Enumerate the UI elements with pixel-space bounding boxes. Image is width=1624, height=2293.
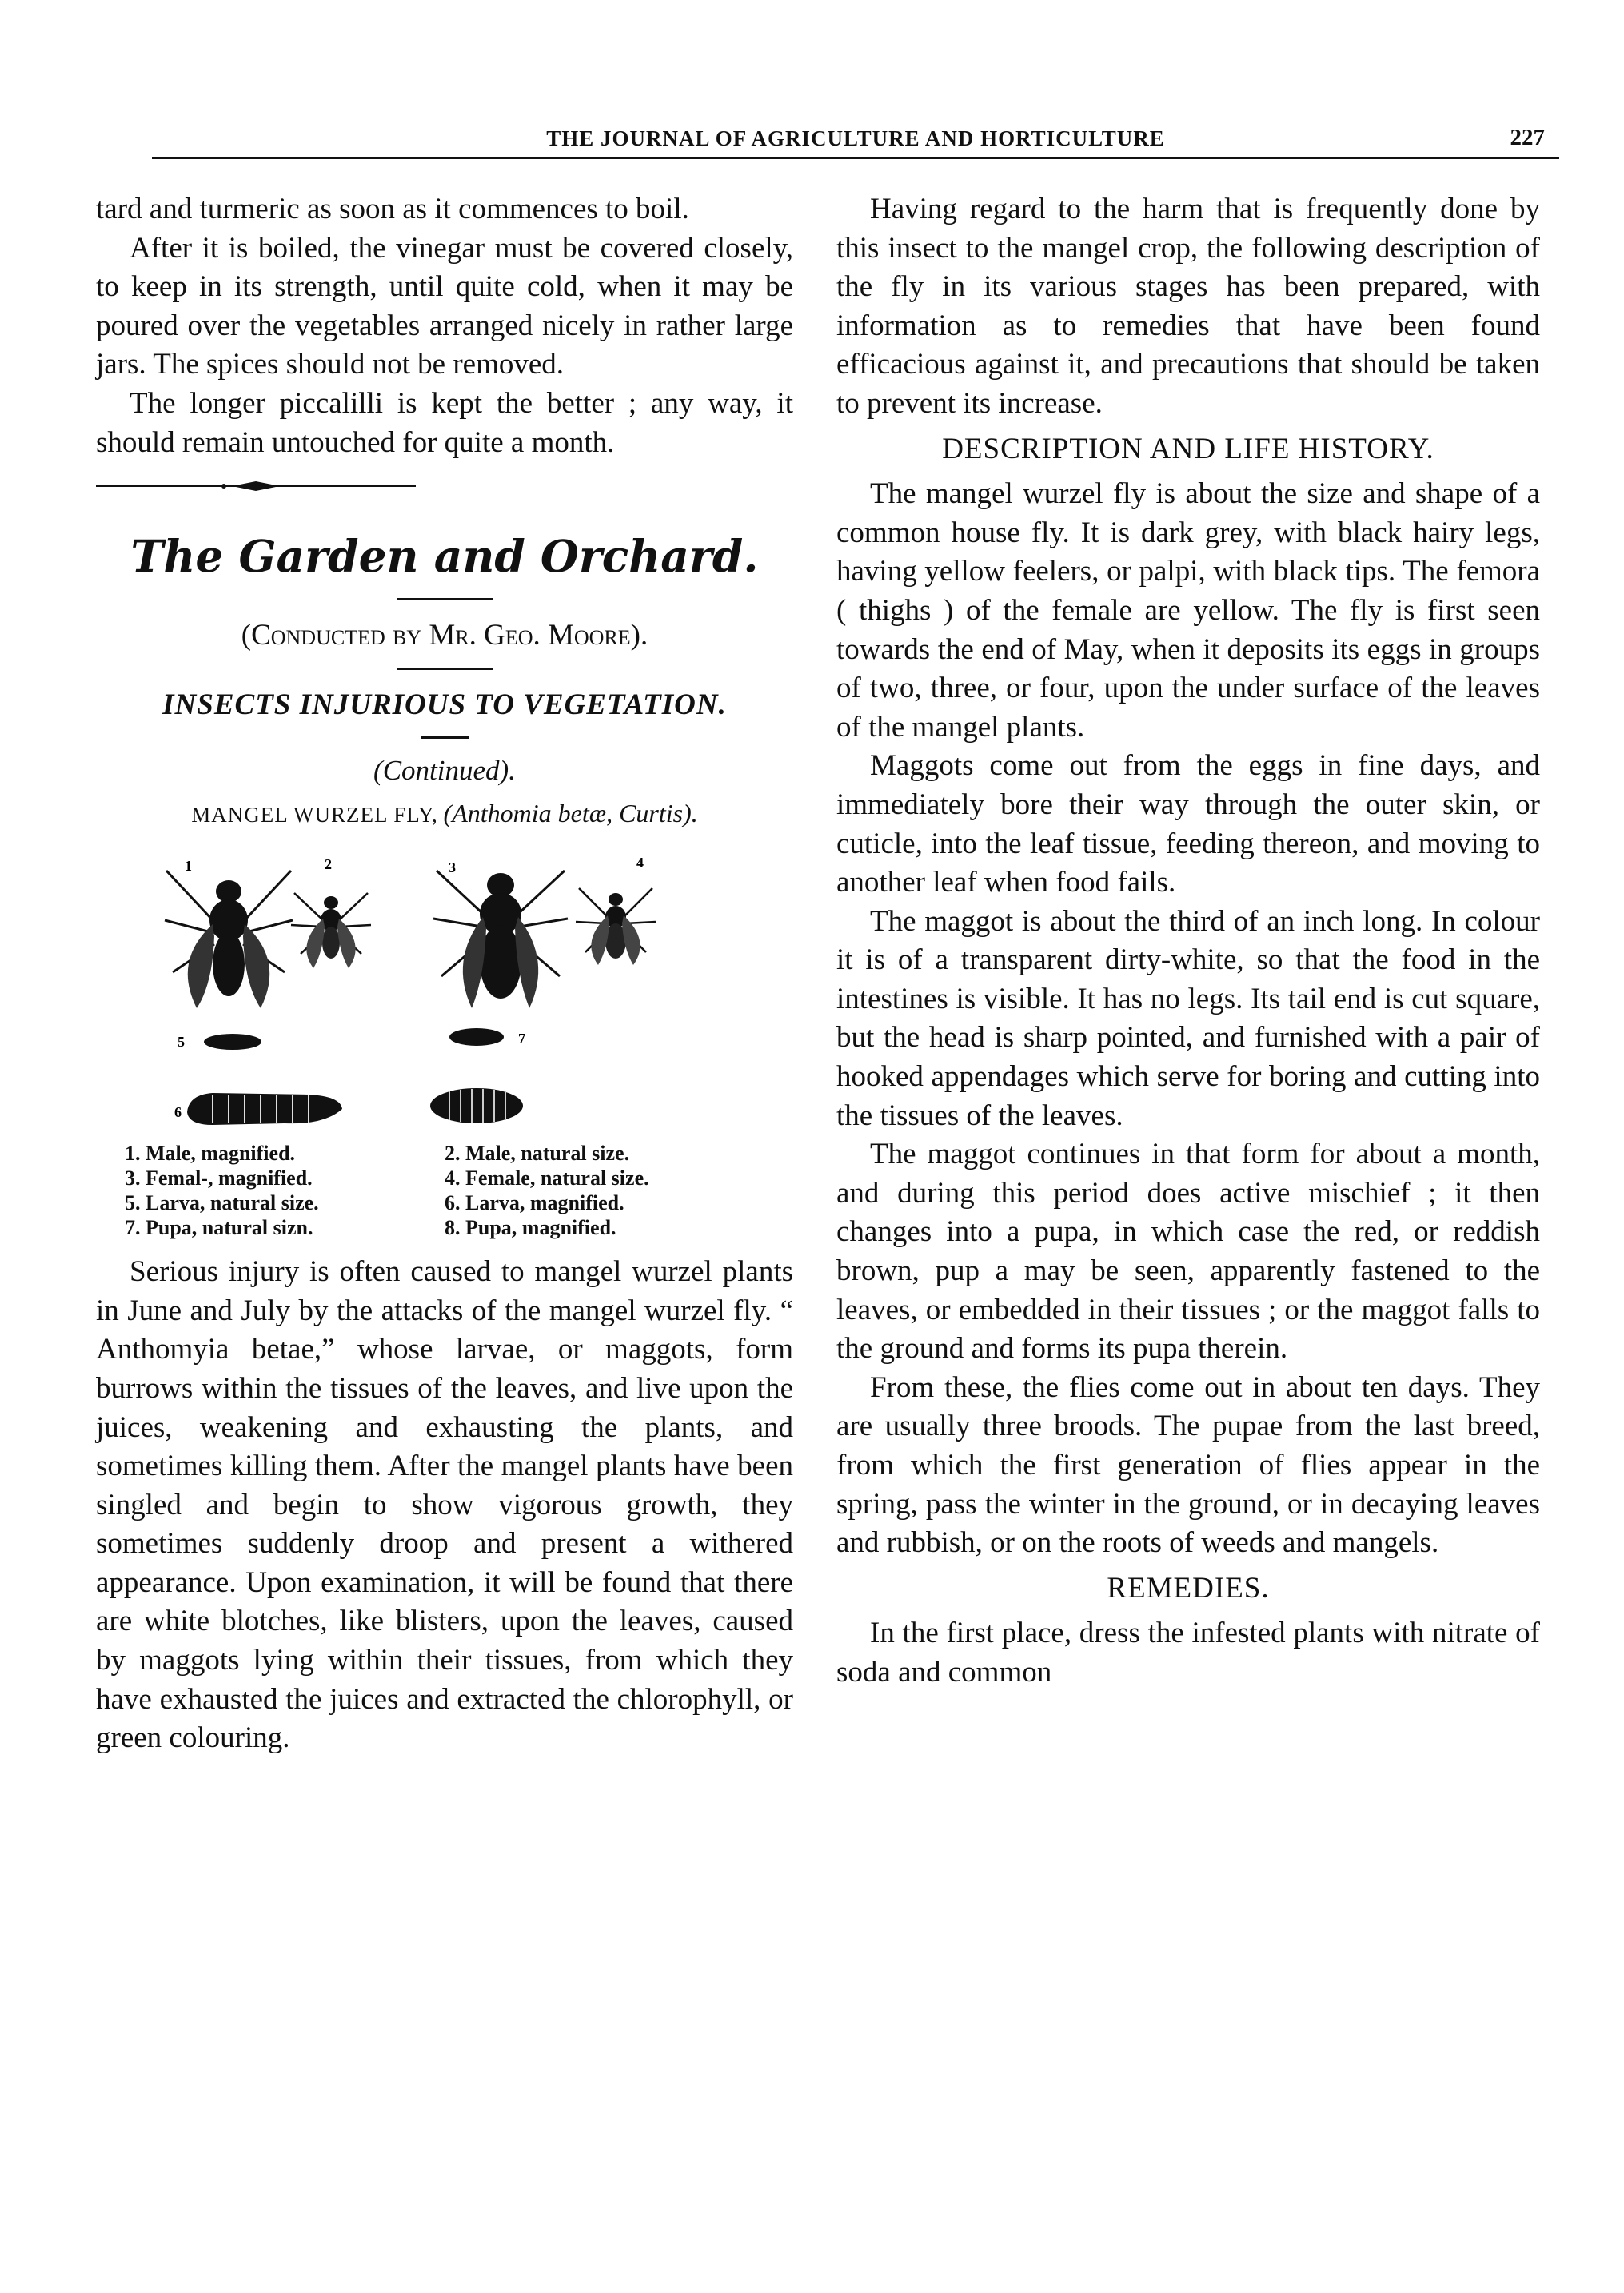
- sub-heading: REMEDIES.: [1107, 1571, 1270, 1605]
- paragraph: In the first place, dress the infested plants with nitrate of soda and common: [836, 1617, 1540, 1689]
- paragraph: From these, the flies come out in about ten days. They are usually three broods. The pupae from the last breed, from which the first generation of flies appear in the spring, pass the winter in the ground, or in decaying leaves and rubbish, or on the roots of weeds and mangels.: [836, 1370, 1540, 1560]
- ornament-divider: [96, 480, 416, 492]
- paragraph: tard and turmeric as soon as it commences to boil.: [96, 193, 689, 225]
- legend-row: [125, 1141, 764, 1166]
- rule: [397, 668, 493, 670]
- continued-note: (Continued).: [373, 754, 516, 786]
- paragraph: Maggots come out from the eggs in fine days, and immediately bore their way through the outer skin, or cuticle, into the leaf tissue, feeding thereon, and moving to another leaf when food fails.: [836, 749, 1540, 899]
- right-column: [836, 190, 1540, 1693]
- paragraph: The longer piccalilli is kept the better ; any way, it should remain untouched for quite a month.: [96, 386, 793, 459]
- pupa-natural-icon: [449, 1028, 504, 1046]
- figure-number: 7: [518, 1031, 525, 1047]
- paragraph: The maggot is about the third of an inch long. In colour it is of a transparent dirty-white, so that the food in the intestines is visible. It has no legs. Its tail end is cut square, but the head is sharp pointed, and furnished with a pair of hooked appendages which serve for boring and cutting into the tissues of the leaves.: [836, 904, 1540, 1132]
- fly-male-natural-icon: [291, 893, 371, 968]
- legend-row: [125, 1190, 764, 1215]
- fly-male-magnified-icon: [165, 871, 293, 1008]
- paragraph: The mangel wurzel fly is about the size and shape of a common house fly. It is dark grey, with black hairy legs, having yellow feelers, or palpi, with black tips. The femora ( thighs ) of the female are yellow. The fly is first seen towards the end of May, when it deposits its eggs in groups of two, three, or four, upon the under surface of the leaves of the mangel plants.: [836, 477, 1540, 744]
- fly-illustration: [125, 840, 764, 1136]
- legend-item: 3. Femal-, magnified.: [125, 1166, 313, 1190]
- section-title: The Garden and Orchard.: [130, 529, 759, 582]
- legend-item: 6. Larva, magnified.: [445, 1191, 624, 1215]
- rule: [421, 736, 469, 739]
- figure-caption-name: MANGEL WURZEL FLY,: [191, 802, 438, 827]
- figure-number: 6: [174, 1104, 182, 1121]
- figure-number: 5: [178, 1034, 185, 1051]
- page-header: [152, 122, 1559, 159]
- page-number: 227: [1510, 125, 1545, 150]
- legend-item: 1. Male, magnified.: [125, 1142, 296, 1166]
- article-title: INSECTS INJURIOUS TO VEGETATION.: [162, 688, 727, 722]
- left-column: [96, 190, 793, 1758]
- sub-heading: DESCRIPTION AND LIFE HISTORY.: [942, 432, 1434, 465]
- legend-item: 8. Pupa, magnified.: [445, 1216, 616, 1240]
- figure-number: 1: [185, 858, 192, 875]
- figure-number: 3: [449, 859, 456, 876]
- figure-legend: [125, 1141, 764, 1240]
- legend-item: 5. Larva, natural size.: [125, 1191, 319, 1215]
- paragraph: Serious injury is often caused to mangel wurzel plants in June and July by the attacks of the mangel wurzel fly. “ Anthomyia betae,” whose larvae, or maggots, form burrows within the tissues of the leaves, and live upon the juices, weakening and exhausting the plants, and sometimes killing them. After the mangel plants have been singled and begin to show vigorous growth, they sometimes suddenly droop and present a withered appearance. Upon examination, it will be found that there are white blotches, like blisters, upon the leaves, caused by maggots lying within their tissues, from which they have exhausted the juices and extracted the chlorophyll, or green colouring.: [96, 1255, 793, 1755]
- figure-caption-latin: (Anthomia betæ, Curtis).: [443, 798, 698, 827]
- figure-caption: [96, 794, 793, 835]
- paragraph: The maggot continues in that form for about a month, and during this period does active mischief ; it then changes into a pupa, in which case the red, or reddish brown, pup a may be seen, apparently fastened to the leaves, or embedded in their tissues ; or the maggot falls to the ground and forms its pupa therein.: [836, 1138, 1540, 1366]
- larva-natural-icon: [204, 1034, 261, 1050]
- figure-number: 2: [325, 856, 332, 873]
- rule: [397, 598, 493, 600]
- legend-item: 2. Male, natural size.: [445, 1142, 630, 1166]
- legend-item: 4. Female, natural size.: [445, 1166, 649, 1190]
- fly-female-magnified-icon: [433, 871, 568, 1008]
- paragraph: Having regard to the harm that is frequently done by this insect to the mangel crop, the following description of the fly in its various stages has been prepared, with information as to remedies that have been found efficacious against it, and precautions that should be taken to prevent its increase.: [836, 193, 1540, 420]
- legend-row: [125, 1166, 764, 1190]
- larva-magnified-icon: [187, 1093, 342, 1125]
- pupa-magnified-icon: [430, 1088, 523, 1123]
- legend-row: [125, 1215, 764, 1240]
- conductor-line: (Conducted by Mr. Geo. Moore).: [241, 618, 648, 652]
- running-head: THE JOURNAL OF AGRICULTURE AND HORTICULTURE: [546, 126, 1165, 150]
- legend-item: 7. Pupa, natural sizn.: [125, 1216, 313, 1240]
- figure-number: 4: [636, 855, 644, 871]
- paragraph: After it is boiled, the vinegar must be covered closely, to keep in its strength, until quite cold, when it may be poured over the vegetables arranged nicely in rather large jars. The spices should not be removed.: [96, 231, 793, 381]
- fly-female-natural-icon: [576, 888, 656, 965]
